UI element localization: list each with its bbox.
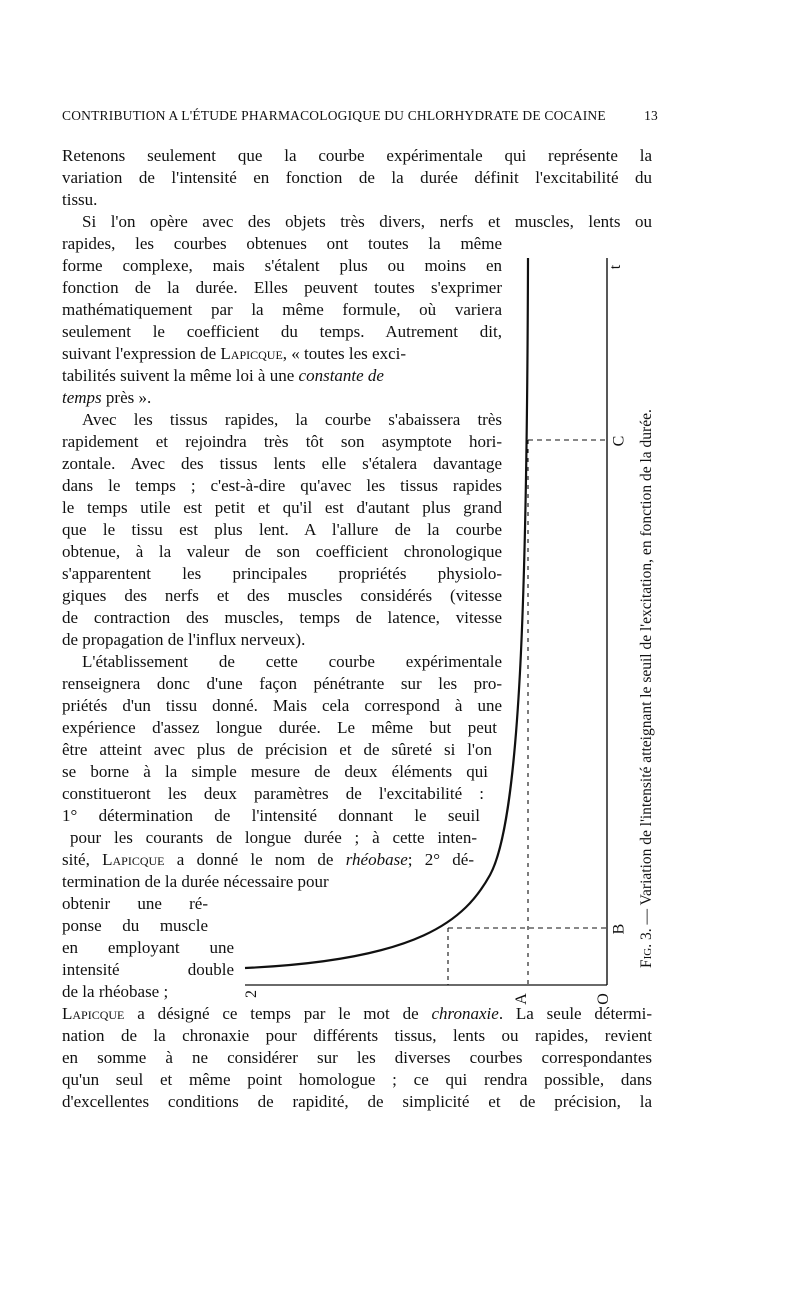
text-line: obtenue, à la valeur de son coefficient chronologique [62,542,502,561]
text-line: se borne à la simple mesure de deux éléments qui [62,762,488,781]
text-line: Avec les tissus rapides, la courbe s'abaissera très [82,410,502,429]
label-o: O [594,993,612,1005]
text-line: renseignera donc d'une façon pénétrante sur les pro- [62,674,502,693]
text-line: rapides, les courbes obtenues ont toutes la même [62,234,502,253]
text-line: giques des nerfs et des muscles considérés (vitesse [62,586,502,605]
text-line: intensité double [62,960,234,979]
text-line: que le tissu est plus lent. A l'allure de la courbe [62,520,502,539]
label-t: t [607,264,625,270]
strength-duration-curve [245,258,528,968]
text-line: mathématiquement par la même formule, où variera [62,300,502,319]
figure-caption-text: — Variation de l'intensité atteignant le seuil de l'excitation, en fonction de la durée. [638,409,655,929]
text-line: forme complexe, mais s'étalent plus ou moins en [62,256,502,275]
text-line: obtenir une ré- [62,894,208,913]
text-line: en somme à ne considérer sur les diverses courbes correspondantes [62,1048,652,1067]
label-b: B [610,923,628,935]
text-line: sité, Lapicque a donné le nom de rhéobase; 2° dé- [62,850,474,869]
text-line: tissu. [62,190,98,209]
page-number: 13 [644,108,658,123]
text-line: constitueront les deux paramètres de l'excitabilité : [62,784,484,803]
text-line: pour les courants de longue durée ; à cette inten- [70,828,477,847]
text-line: variation de l'intensité en fonction de la durée définit l'excitabilité du [62,168,652,187]
label-two: 2 [243,990,260,998]
text-line: priétés d'un tissu donné. Mais cela correspond à une [62,696,502,715]
text-line: expérience d'assez longue durée. Le même but peut [62,718,497,737]
text-line: suivant l'expression de Lapicque, « toutes les exci- [62,344,407,363]
text-line: zontale. Avec des tissus lents elle s'étalera davantage [62,454,502,473]
text-line: 1° détermination de l'intensité donnant le seuil [62,806,480,825]
label-c: C [610,435,628,447]
text-line: de propagation de l'influx nerveux). [62,630,306,649]
text-line: tabilités suivent la même loi à une constante de [62,366,384,385]
author-name: Lapicque [220,344,283,363]
author-name: Lapicque [102,850,165,869]
text-line: s'apparentent les principales propriétés physiolo- [62,564,502,583]
running-title: CONTRIBUTION A L'ÉTUDE PHARMACOLOGIQUE DU CHLORHYDRATE DE COCAINE [62,108,606,123]
author-name: Lapicque [62,1004,125,1023]
label-a: A [512,993,530,1005]
text-line: rapidement et rejoindra très tôt son asymptote hori- [62,432,502,451]
text-line: Si l'on opère avec des objets très divers, nerfs et muscles, lents ou [82,212,652,231]
text-line: Retenons seulement que la courbe expérimentale qui représente la [62,146,652,165]
text-line: d'excellentes conditions de rapidité, de simplicité et de précision, la [62,1092,652,1111]
text-line: temps près ». [62,388,152,407]
text-line: L'établissement de cette courbe expérimentale [82,652,502,671]
text-line: qu'un seul et même point homologue ; ce qui rendra possible, dans [62,1070,652,1089]
text-line: Lapicque a désigné ce temps par le mot de chronaxie. La seule détermi- [62,1004,652,1023]
text-line: le temps utile est petit et qu'il est d'autant plus grand [62,498,502,517]
text-line: dans le temps ; c'est-à-dire qu'avec les tissus rapides [62,476,502,495]
text-line: seulement le coefficient du temps. Autrement dit, [62,322,502,341]
text-line: de contraction des muscles, temps de latence, vitesse [62,608,502,627]
figure-caption-prefix: Fig. 3. [638,928,655,968]
text-line: fonction de la durée. Elles peuvent toutes s'exprimer [62,278,502,297]
text-line: de la rhéobase ; [62,982,169,1001]
text-line: nation de la chronaxie pour différents tissus, lents ou rapides, revient [62,1026,652,1045]
text-line: termination de la durée nécessaire pour [62,872,329,891]
text-line: en employant une [62,938,234,957]
figure-caption [638,288,656,968]
text-line: être atteint avec plus de précision et de sûreté si l'on [62,740,492,759]
text-line: ponse du muscle [62,916,208,935]
